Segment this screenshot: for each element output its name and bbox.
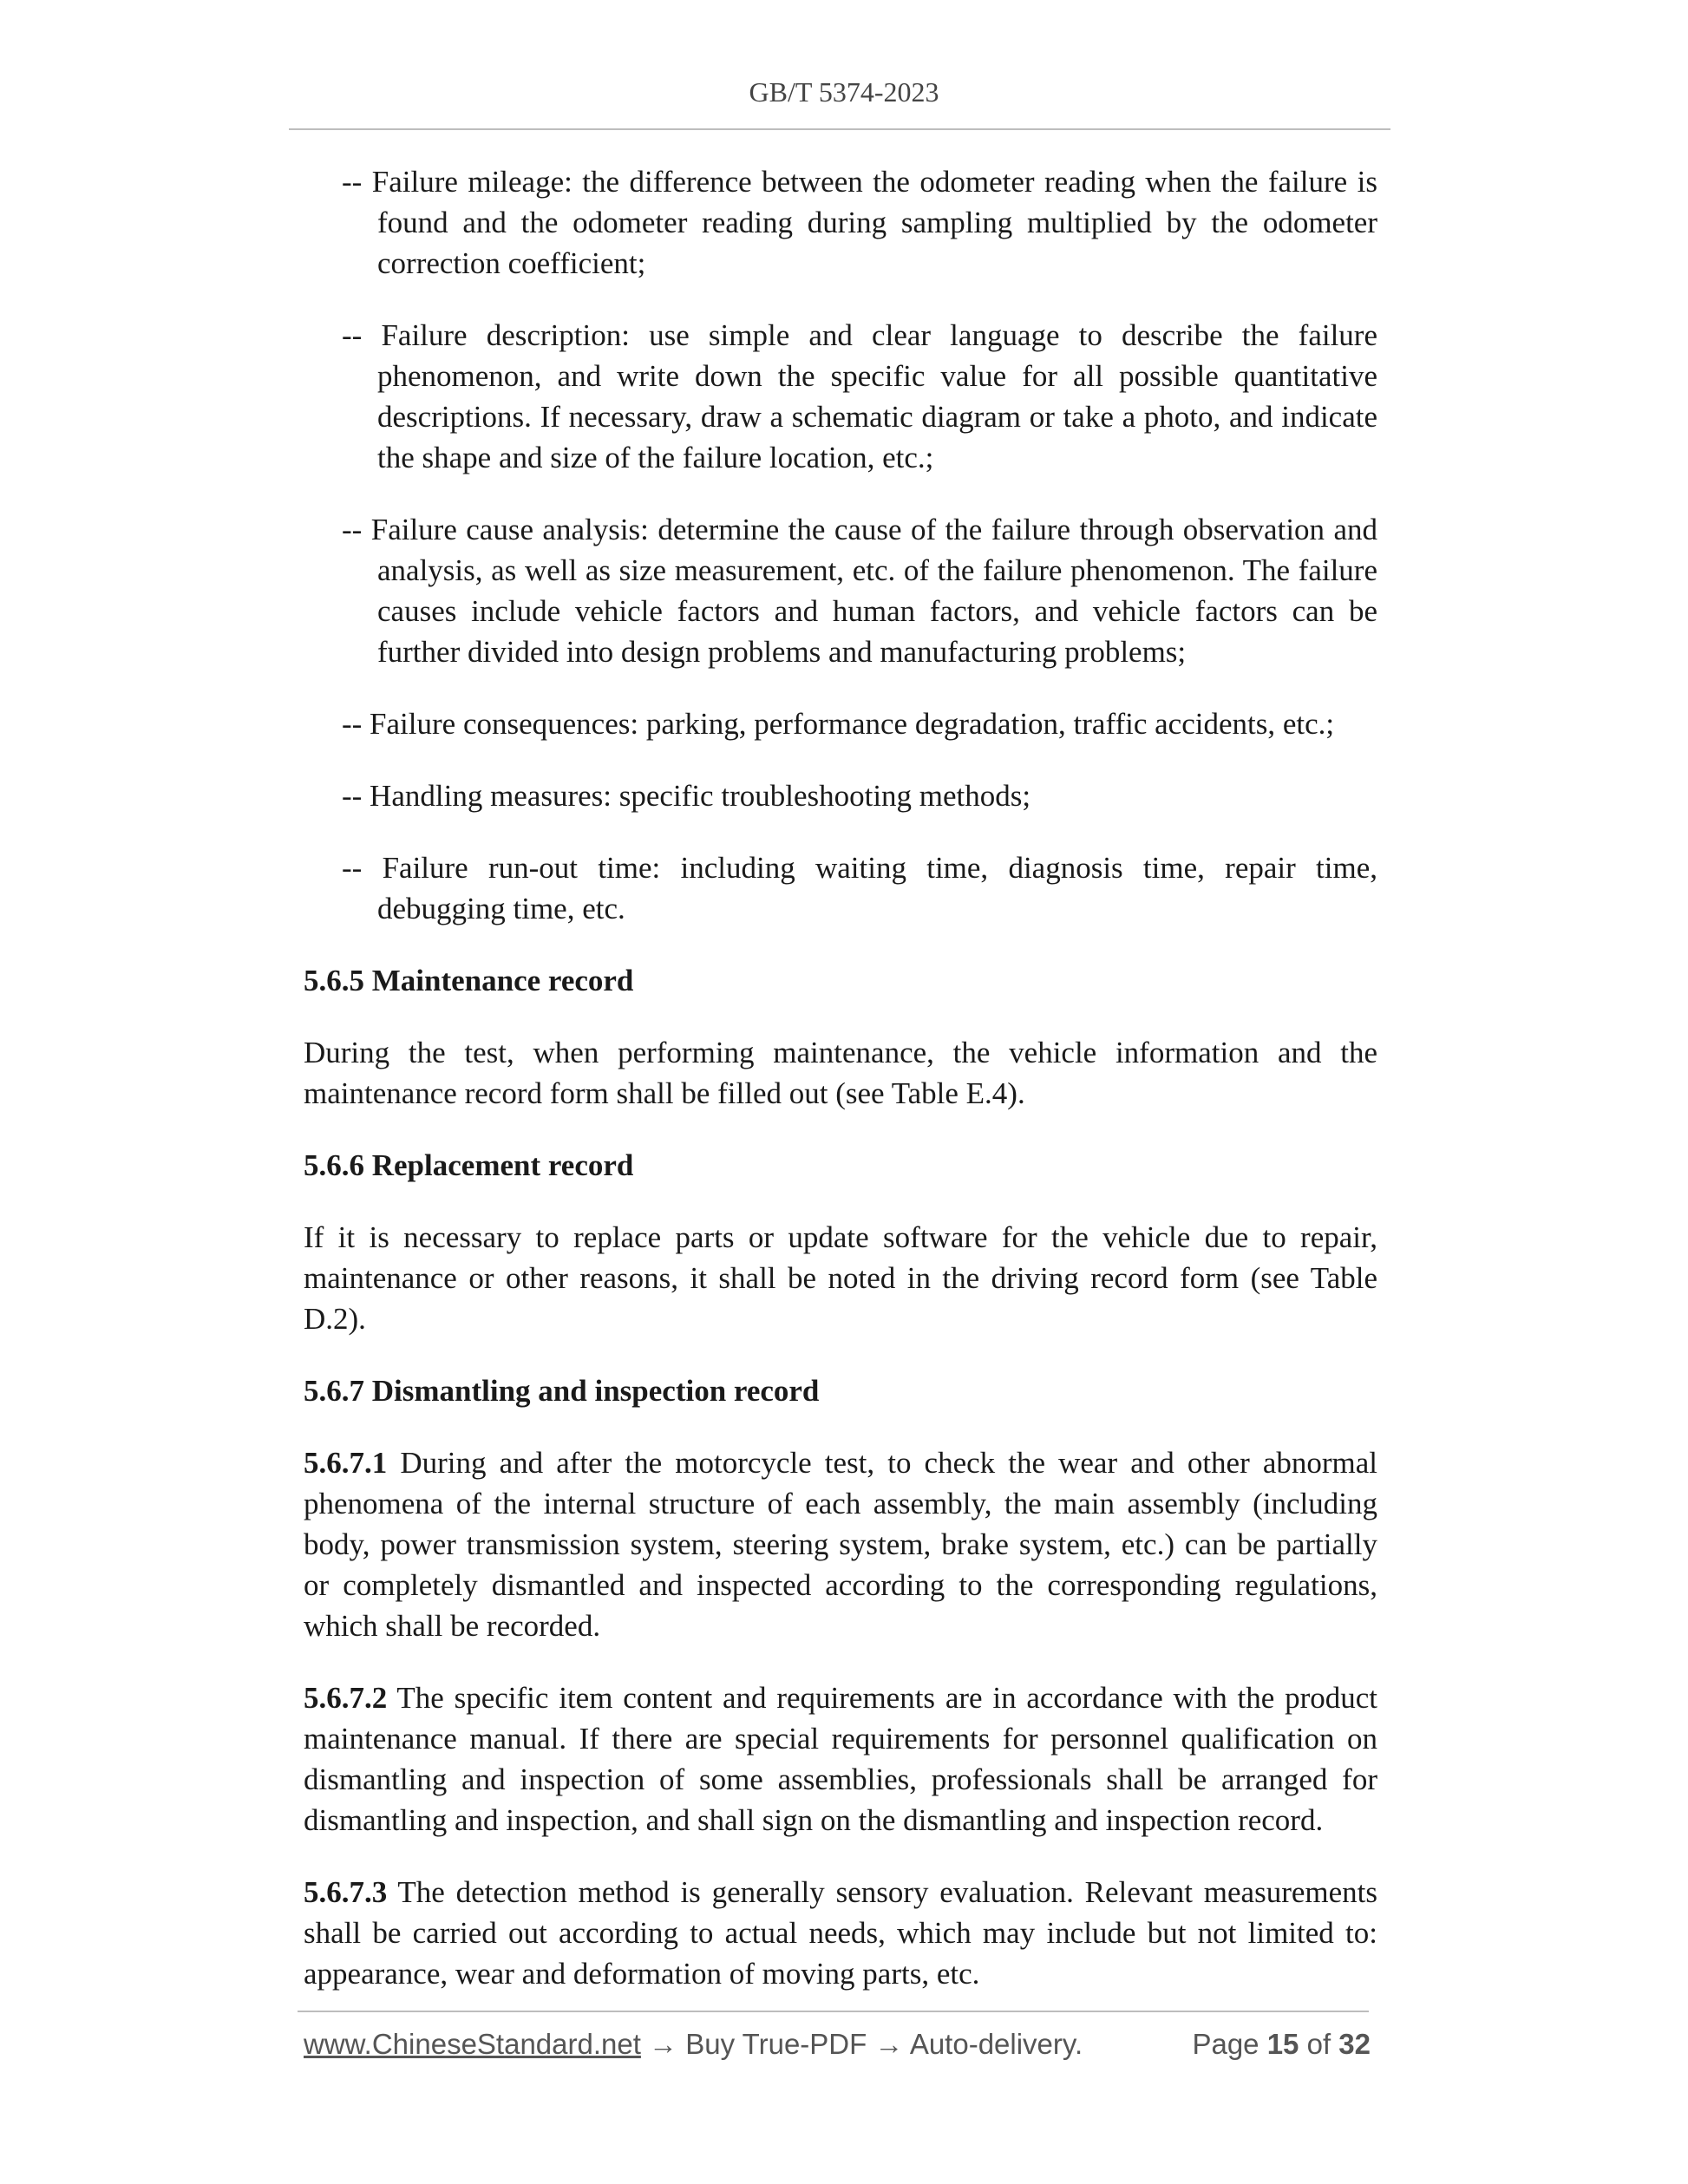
current-page-number: 15 [1266, 2028, 1299, 2060]
clause-text-5671: During and after the motorcycle test, to check the wear and other abnormal phenomena of the internal structure of each assembly, the main assembly (including body, power transmission system, steering system, brake system, etc.) can be partially or completely dismantled and inspected according to the corresponding regulations, which shall be recorded. [304, 1446, 1377, 1643]
bullet-handling-measures: -- Handling measures: specific troubleshooting methods; [342, 779, 1031, 813]
clause-number-5671: 5.6.7.1 [304, 1446, 388, 1480]
heading-maintenance-record: 5.6.5 Maintenance record [304, 964, 634, 997]
bullet-failure-cause-analysis: -- Failure cause analysis: determine the cause of the failure through observation and analysis, as well as size measurement, etc. of the failure phenomenon. The failure causes include vehicle factors and human factors, and vehicle factors can be further divided into design problems and manufacturing problems; [342, 513, 1377, 669]
footer-promo [304, 2028, 1083, 2061]
footer-promo-text: → Buy True-PDF → Auto-delivery. [640, 2028, 1083, 2060]
page-header-title: GB/T 5374-2023 [749, 76, 939, 108]
clause-text-5672: The specific item content and requirements are in accordance with the product maintenance manual. If there are special requirements for personnel qualification on dismantling and inspection of some assemblies, professionals shall be arranged for dismantling and inspection, and shall sign on the dismantling and inspection record. [304, 1681, 1377, 1837]
bullet-failure-runout-time: -- Failure run-out time: including waiting time, diagnosis time, repair time, debugging time, etc. [342, 851, 1377, 925]
para-5671 [304, 1442, 1377, 1646]
clause-number-5673: 5.6.7.3 [304, 1875, 388, 1909]
header-divider [289, 128, 1390, 130]
bullet-failure-consequences: -- Failure consequences: parking, performance degradation, traffic accidents, etc.; [342, 707, 1335, 741]
para-5672 [304, 1677, 1377, 1841]
total-page-number: 32 [1338, 2028, 1371, 2060]
bullet-failure-description: -- Failure description: use simple and clear language to describe the failure phenomenon, and write down the specific value for all possible quantitative descriptions. If necessary, draw a schematic diagram or take a photo, and indicate the shape and size of the failure location, etc.; [342, 318, 1377, 474]
clause-text-5673: The detection method is generally sensory evaluation. Relevant measurements shall be carried out according to actual needs, which may include but not limited to: appearance, wear and deformation of moving parts, etc. [304, 1875, 1377, 1991]
of-label: of [1299, 2028, 1339, 2060]
bullet-failure-mileage: -- Failure mileage: the difference between the odometer reading when the failure is found and the odometer reading during sampling multiplied by the odometer correction coefficient; [342, 165, 1377, 280]
clause-number-5672: 5.6.7.2 [304, 1681, 388, 1715]
para-5673 [304, 1872, 1377, 1994]
document-body [304, 161, 1377, 2025]
footer-divider [298, 2011, 1369, 2012]
page-number [1192, 2028, 1371, 2061]
heading-replacement-record: 5.6.6 Replacement record [304, 1148, 634, 1182]
footer-website-link[interactable]: www.ChineseStandard.net [304, 2028, 641, 2060]
para-replacement-record: If it is necessary to replace parts or update software for the vehicle due to repair, maintenance or other reasons, it shall be noted in the driving record form (see Table D.2). [304, 1220, 1377, 1336]
page-label: Page [1192, 2028, 1267, 2060]
para-maintenance-record: During the test, when performing maintenance, the vehicle information and the maintenance record form shall be filled out (see Table E.4). [304, 1036, 1377, 1110]
heading-dismantling-record: 5.6.7 Dismantling and inspection record [304, 1374, 820, 1408]
